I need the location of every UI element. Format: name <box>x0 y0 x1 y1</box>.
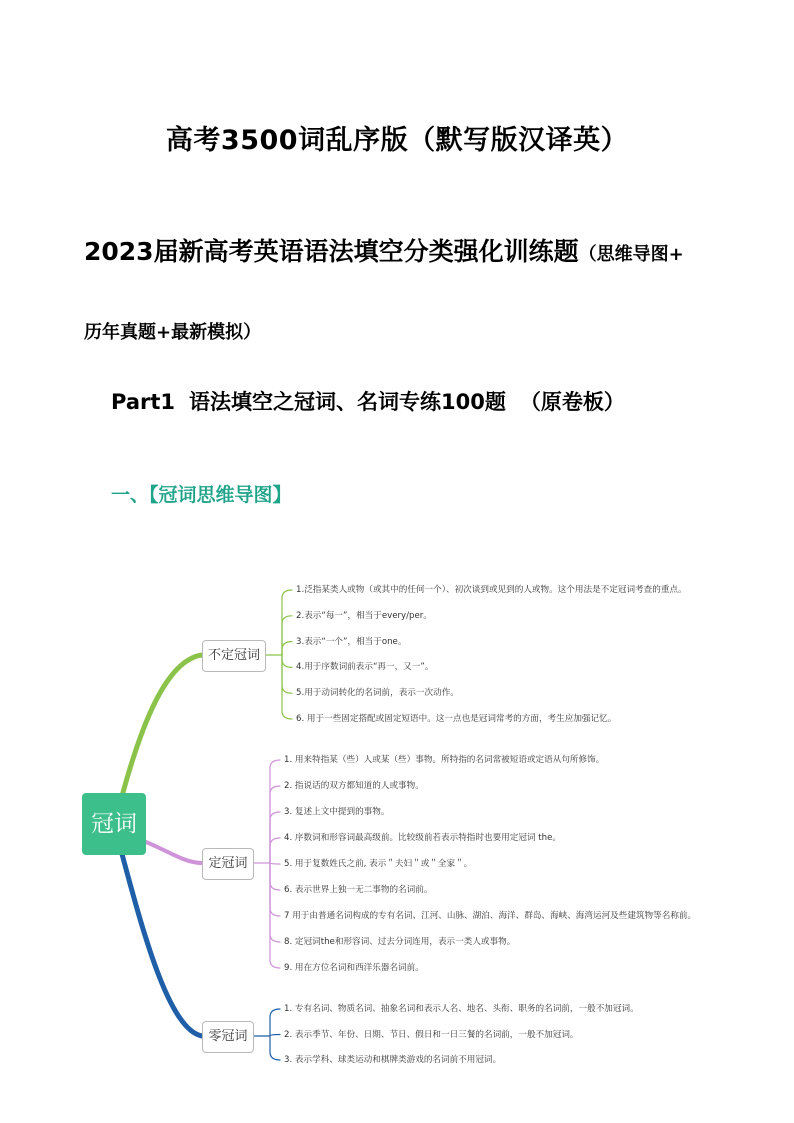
definite-branch-4 <box>270 838 280 863</box>
definite-item: 2. 指说话的双方都知道的人或事物。 <box>284 781 424 791</box>
zero-branch-3 <box>270 1036 280 1060</box>
connector-definite <box>146 842 202 863</box>
indefinite-item: 6. 用于一些固定搭配或固定短语中。这一点也是冠词常考的方面，考生应加强记忆。 <box>296 714 617 724</box>
connector-indefinite <box>122 655 202 796</box>
zero-item: 3. 表示学科、球类运动和棋牌类游戏的名词前不用冠词。 <box>284 1055 502 1065</box>
mindmap-root: 冠词 <box>82 793 146 855</box>
document-title: 高考3500词乱序版（默写版汉译英） <box>165 125 629 156</box>
definite-branch-2 <box>270 786 280 863</box>
definite-item: 8. 定冠词the和形容词、过去分词连用，表示一类人或事物。 <box>284 937 516 947</box>
branch-zero-article: 零冠词 <box>202 1021 254 1053</box>
definite-item: 6. 表示世界上独一无二事物的名词前。 <box>284 885 433 895</box>
subtitle-line2: 历年真题+最新模拟） <box>84 322 262 343</box>
part-title: 语法填空之冠词、名词专练100题 <box>189 390 506 414</box>
part-note: （原卷板） <box>519 390 625 414</box>
zero-branch-2 <box>270 1035 280 1037</box>
part-label: Part1 <box>111 390 176 414</box>
zero-branch-1 <box>270 1009 280 1036</box>
article-mindmap <box>0 560 794 1080</box>
part-heading <box>111 386 625 416</box>
definite-branch-6 <box>270 863 280 890</box>
definite-item: 3. 复述上文中提到的事物。 <box>284 807 390 817</box>
definite-item: 1. 用来特指某（些）人或某（些）事物。所特指的名词常被短语或定语从句所修饰。 <box>284 755 605 765</box>
definite-item: 9. 用在方位名词和西洋乐器名词前。 <box>284 963 424 973</box>
definite-branch-8 <box>270 863 280 942</box>
zero-item: 1. 专有名词、物质名词、抽象名词和表示人名、地名、头衔、职务的名词前，一般不加冠词。 <box>284 1004 639 1014</box>
indefinite-item: 3.表示“一个”，相当于one。 <box>296 636 407 647</box>
connector-zero <box>122 854 202 1036</box>
definite-item: 7 用于由普通名词构成的专有名词、江河、山脉、湖泊、海洋、群岛、海峡、海湾运河及些建筑物等名称前。 <box>284 911 697 921</box>
section-heading: 一、【冠词思维导图】 <box>111 484 292 506</box>
document-subtitle <box>84 232 684 268</box>
indefinite-item: 4.用于序数词前表示“再一，又一”。 <box>296 662 434 673</box>
indefinite-branch-4 <box>282 655 292 667</box>
indefinite-branch-3 <box>282 642 292 655</box>
indefinite-item: 5.用于动词转化的名词前，表示一次动作。 <box>296 688 459 699</box>
branch-indefinite-article: 不定冠词 <box>202 640 266 672</box>
indefinite-item: 1.泛指某类人或物（或其中的任何一个）、初次谈到或见到的人或物。这个用法是不定冠词考查的重点。 <box>296 585 687 595</box>
indefinite-branch-2 <box>282 616 292 655</box>
definite-item: 4. 序数词和形容词最高级前。比较级前若表示特指时也要用定冠词 the。 <box>284 833 561 843</box>
subtitle-small: （思维导图+ <box>578 244 684 265</box>
definite-item: 5. 用于复数姓氏之前, 表示＂夫妇＂或＂全家＂。 <box>284 859 473 869</box>
branch-definite-article: 定冠词 <box>202 848 254 880</box>
zero-item: 2. 表示季节、年份、日期、节日、假日和一日三餐的名词前，一般不加冠词。 <box>284 1029 579 1040</box>
subtitle-main: 2023届新高考英语语法填空分类强化训练题 <box>84 237 579 266</box>
indefinite-branch-5 <box>282 655 292 693</box>
indefinite-item: 2.表示“每一”，相当于every/per。 <box>296 610 432 621</box>
definite-branch-5 <box>270 863 280 864</box>
